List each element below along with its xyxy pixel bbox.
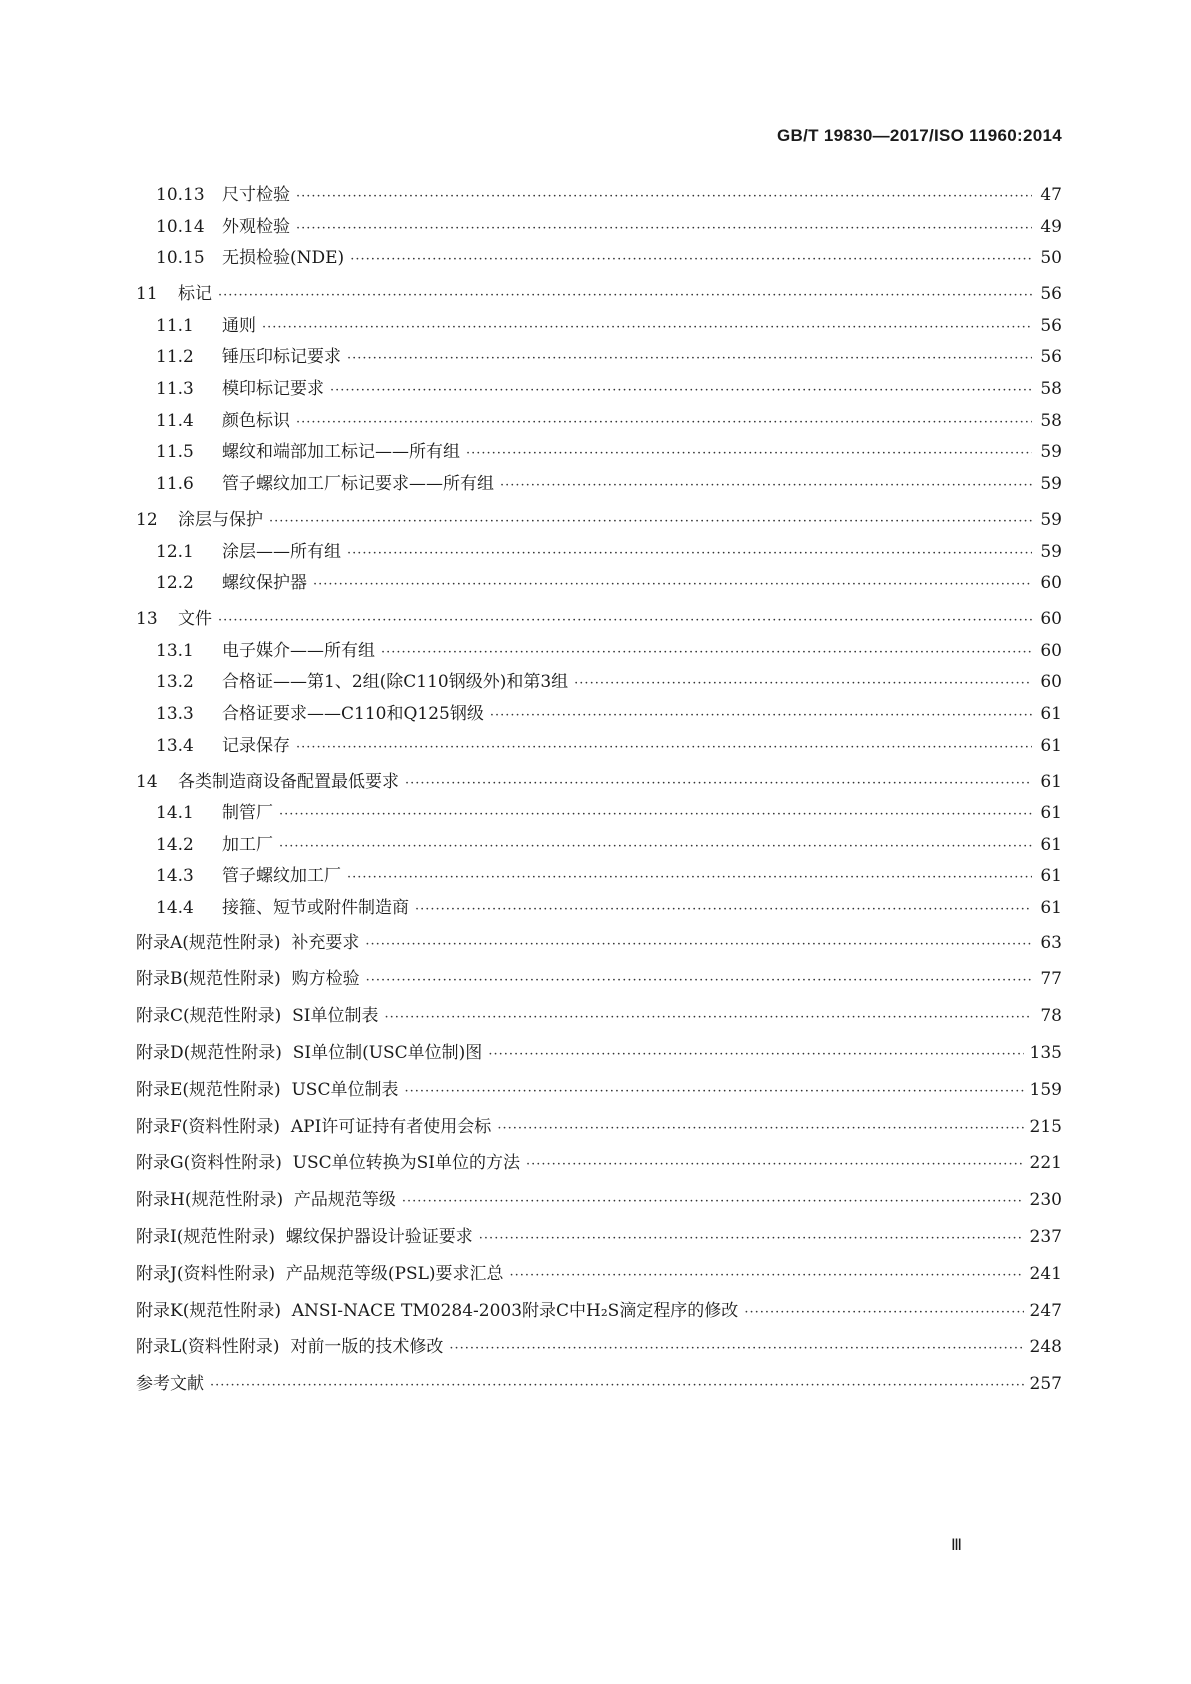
toc-entry-title: 模印标记要求 — [222, 379, 324, 400]
toc-entry-title: 电子媒介——所有组 — [222, 640, 375, 661]
standard-code-header: GB/T 19830—2017/ISO 11960:2014 — [777, 126, 1062, 145]
toc-entry-title: 螺纹和端部加工标记——所有组 — [222, 442, 460, 463]
toc-entry-page: 50 — [1040, 248, 1062, 269]
toc-entry-title: 螺纹保护器 — [222, 573, 307, 594]
toc-entry-page: 47 — [1040, 185, 1062, 205]
toc-entry-page: 257 — [1029, 1374, 1062, 1395]
toc-entry-page: 221 — [1029, 1153, 1062, 1174]
toc-entry-page: 61 — [1040, 866, 1062, 887]
toc-entry-page: 248 — [1029, 1337, 1062, 1358]
toc-dot-leader — [347, 538, 1032, 570]
toc-dot-leader — [415, 894, 1032, 926]
toc-entry-number: 11.4 — [156, 410, 194, 431]
toc-entry-page: 58 — [1040, 379, 1062, 400]
toc-entry-page: 61 — [1040, 771, 1062, 792]
toc-dot-leader — [510, 1258, 1024, 1295]
toc-dot-leader — [381, 637, 1032, 669]
toc-entry-title: 涂层——所有组 — [222, 541, 341, 562]
toc-entry-page: 78 — [1040, 1006, 1062, 1027]
toc-entry[interactable] — [136, 537, 1062, 569]
toc-dot-leader — [526, 1147, 1024, 1184]
toc-entry-page: 58 — [1040, 410, 1062, 431]
toc-dot-leader — [296, 181, 1032, 213]
toc-entry-title: 加工厂 — [222, 834, 273, 855]
toc-entry[interactable] — [136, 1145, 1062, 1182]
toc-entry-title: 接箍、短节或附件制造商 — [222, 898, 409, 919]
toc-entry-page: 59 — [1040, 541, 1062, 562]
toc-entry-page: 59 — [1040, 473, 1062, 494]
toc-dot-leader — [365, 927, 1032, 964]
toc-entry-number: 11.5 — [156, 442, 194, 463]
toc-entry[interactable] — [136, 604, 1062, 636]
toc-dot-leader — [500, 470, 1032, 502]
toc-entry-title: 无损检验(NDE) — [222, 248, 345, 269]
toc-entry-number: 11.2 — [156, 347, 194, 368]
toc-entry[interactable] — [136, 505, 1062, 537]
toc-entry-page: 61 — [1040, 735, 1062, 756]
toc-dot-leader — [296, 213, 1032, 245]
toc-dot-leader — [405, 768, 1032, 800]
toc-dot-leader — [279, 831, 1032, 863]
toc-dot-leader — [296, 732, 1032, 764]
toc-entry-title: 涂层与保护 — [178, 509, 263, 530]
toc-entry-title: 锤压印标记要求 — [222, 347, 341, 368]
toc-dot-leader — [350, 244, 1032, 276]
toc-entry-title: 合格证要求——C110和Q125钢级 — [222, 704, 484, 724]
toc-entry-title: 外观检验 — [222, 216, 290, 237]
toc-entry-title: 附录K(规范性附录) ANSI-NACE TM0284-2003附录C中H₂S滴定程序的修改 — [136, 1300, 739, 1321]
toc-entry-page: 241 — [1029, 1263, 1062, 1284]
toc-entry[interactable] — [136, 1219, 1062, 1256]
toc-dot-leader — [347, 862, 1032, 894]
toc-dot-leader — [313, 569, 1032, 601]
toc-entry-number: 13.4 — [156, 735, 194, 756]
toc-entry-title: 颜色标识 — [222, 410, 290, 431]
toc-entry-title: 附录B(规范性附录) 购方检验 — [136, 969, 360, 990]
toc-entry-page: 247 — [1029, 1300, 1062, 1321]
toc-entry[interactable] — [136, 731, 1062, 763]
toc-entry-number: 12 — [136, 509, 158, 530]
toc-entry-title: 合格证——第1、2组(除C110钢级外)和第3组 — [222, 672, 569, 693]
toc-entry-number: 13.1 — [156, 640, 194, 661]
toc-entry-page: 61 — [1040, 704, 1062, 724]
toc-entry-number: 10.13 — [156, 185, 205, 205]
toc-entry[interactable] — [136, 893, 1062, 925]
toc-entry[interactable] — [136, 830, 1062, 862]
toc-entry-title: 附录L(资料性附录) 对前一版的技术修改 — [136, 1337, 444, 1358]
toc-entry[interactable] — [136, 437, 1062, 469]
toc-dot-leader — [490, 700, 1032, 732]
toc-entry-page: 60 — [1040, 640, 1062, 661]
toc-dot-leader — [279, 799, 1032, 831]
toc-entry-title: 文件 — [178, 609, 212, 630]
toc-dot-leader — [574, 668, 1032, 700]
toc-entry[interactable] — [136, 1035, 1062, 1072]
toc-entry-number: 14.2 — [156, 834, 194, 855]
toc-entry-page: 56 — [1040, 284, 1062, 305]
toc-entry-number: 11.1 — [156, 315, 194, 336]
toc-dot-leader — [466, 438, 1032, 470]
toc-entry-number: 11.3 — [156, 379, 194, 400]
toc-dot-leader — [269, 506, 1032, 538]
toc-entry-page: 60 — [1040, 672, 1062, 693]
toc-entry[interactable] — [136, 180, 1062, 212]
toc-entry-title: 附录D(规范性附录) SI单位制(USC单位制)图 — [136, 1043, 483, 1064]
toc-entry[interactable] — [136, 342, 1062, 374]
toc-dot-leader — [488, 1037, 1023, 1074]
toc-entry-page: 63 — [1040, 932, 1062, 953]
toc-entry[interactable] — [136, 1293, 1062, 1330]
toc-entry-number: 10.15 — [156, 248, 205, 269]
toc-entry[interactable] — [136, 406, 1062, 438]
page-folio: Ⅲ — [950, 1537, 962, 1554]
toc-entry-title: 附录G(资料性附录) USC单位转换为SI单位的方法 — [136, 1153, 520, 1174]
toc-entry-number: 12.1 — [156, 541, 194, 562]
toc-entry[interactable] — [136, 1182, 1062, 1219]
toc-entry-page: 49 — [1040, 216, 1062, 237]
toc-entry-page: 61 — [1040, 803, 1062, 824]
toc-dot-leader — [384, 1000, 1032, 1037]
table-of-contents — [136, 180, 1062, 1403]
toc-entry-page: 56 — [1040, 315, 1062, 336]
toc-entry[interactable] — [136, 925, 1062, 962]
toc-entry-page: 59 — [1040, 442, 1062, 463]
toc-entry[interactable] — [136, 636, 1062, 668]
toc-entry-page: 60 — [1040, 573, 1062, 594]
toc-entry-title: 附录E(规范性附录) USC单位制表 — [136, 1079, 399, 1100]
toc-entry-number: 14.1 — [156, 803, 194, 824]
toc-entry-number: 13.2 — [156, 672, 194, 693]
toc-entry-page: 59 — [1040, 509, 1062, 530]
toc-entry-title: 尺寸检验 — [222, 185, 290, 205]
toc-entry[interactable] — [136, 998, 1062, 1035]
toc-dot-leader — [347, 343, 1032, 375]
toc-entry[interactable] — [136, 1256, 1062, 1293]
toc-dot-leader — [218, 280, 1032, 312]
toc-entry-page: 60 — [1040, 609, 1062, 630]
toc-entry[interactable] — [136, 667, 1062, 699]
toc-entry[interactable] — [136, 861, 1062, 893]
toc-entry-title: 通则 — [222, 315, 256, 336]
toc-entry[interactable] — [136, 311, 1062, 343]
toc-dot-leader — [744, 1295, 1023, 1332]
toc-dot-leader — [404, 1074, 1023, 1111]
toc-entry-page: 61 — [1040, 834, 1062, 855]
toc-entry-title: 附录C(规范性附录) SI单位制表 — [136, 1006, 379, 1027]
toc-entry-number: 12.2 — [156, 573, 194, 594]
toc-entry[interactable] — [136, 1366, 1062, 1403]
toc-entry[interactable] — [136, 469, 1062, 501]
toc-entry[interactable] — [136, 374, 1062, 406]
toc-entry[interactable] — [136, 1072, 1062, 1109]
toc-entry-title: 标记 — [178, 284, 212, 305]
toc-entry-title: 附录H(规范性附录) 产品规范等级 — [136, 1190, 396, 1211]
toc-entry[interactable] — [136, 1109, 1062, 1146]
toc-entry-title: 附录A(规范性附录) 补充要求 — [136, 932, 360, 953]
toc-entry-number: 14 — [136, 771, 158, 792]
toc-entry-number: 10.14 — [156, 216, 205, 237]
toc-entry-title: 附录F(资料性附录) API许可证持有者使用会标 — [136, 1116, 492, 1137]
toc-entry-page: 61 — [1040, 898, 1062, 919]
toc-entry[interactable] — [136, 798, 1062, 830]
toc-dot-leader — [366, 963, 1032, 1000]
toc-entry-title: 参考文献 — [136, 1374, 204, 1395]
toc-entry[interactable] — [136, 568, 1062, 600]
toc-entry[interactable] — [136, 212, 1062, 244]
toc-dot-leader — [449, 1331, 1023, 1368]
toc-entry[interactable] — [136, 243, 1062, 275]
toc-entry-title: 管子螺纹加工厂 — [222, 866, 341, 887]
toc-entry-title: 各类制造商设备配置最低要求 — [178, 771, 399, 792]
toc-dot-leader — [497, 1111, 1023, 1148]
toc-entry-page: 230 — [1029, 1190, 1062, 1211]
toc-entry[interactable] — [136, 699, 1062, 731]
toc-dot-leader — [296, 407, 1032, 439]
toc-entry-page: 237 — [1029, 1227, 1062, 1248]
toc-entry-page: 159 — [1029, 1079, 1062, 1100]
toc-entry-title: 记录保存 — [222, 735, 290, 756]
toc-entry-number: 14.4 — [156, 898, 194, 919]
toc-entry[interactable] — [136, 961, 1062, 998]
toc-entry-number: 13 — [136, 609, 158, 630]
toc-entry-page: 135 — [1029, 1043, 1062, 1064]
toc-entry[interactable] — [136, 767, 1062, 799]
toc-entry-page: 77 — [1040, 969, 1062, 990]
toc-dot-leader — [262, 312, 1032, 344]
toc-dot-leader — [479, 1221, 1024, 1258]
toc-dot-leader — [218, 605, 1032, 637]
toc-entry-number: 13.3 — [156, 704, 194, 724]
toc-entry-page: 56 — [1040, 347, 1062, 368]
toc-dot-leader — [330, 375, 1032, 407]
toc-entry-title: 制管厂 — [222, 803, 273, 824]
toc-entry[interactable] — [136, 279, 1062, 311]
toc-dot-leader — [210, 1368, 1024, 1405]
toc-entry[interactable] — [136, 1329, 1062, 1366]
toc-entry-number: 11 — [136, 284, 158, 305]
toc-entry-title: 管子螺纹加工厂标记要求——所有组 — [222, 473, 494, 494]
toc-dot-leader — [402, 1184, 1024, 1221]
toc-entry-title: 附录J(资料性附录) 产品规范等级(PSL)要求汇总 — [136, 1263, 504, 1284]
toc-entry-number: 11.6 — [156, 473, 194, 494]
toc-entry-title: 附录I(规范性附录) 螺纹保护器设计验证要求 — [136, 1227, 473, 1248]
toc-entry-number: 14.3 — [156, 866, 194, 887]
toc-entry-page: 215 — [1029, 1116, 1062, 1137]
